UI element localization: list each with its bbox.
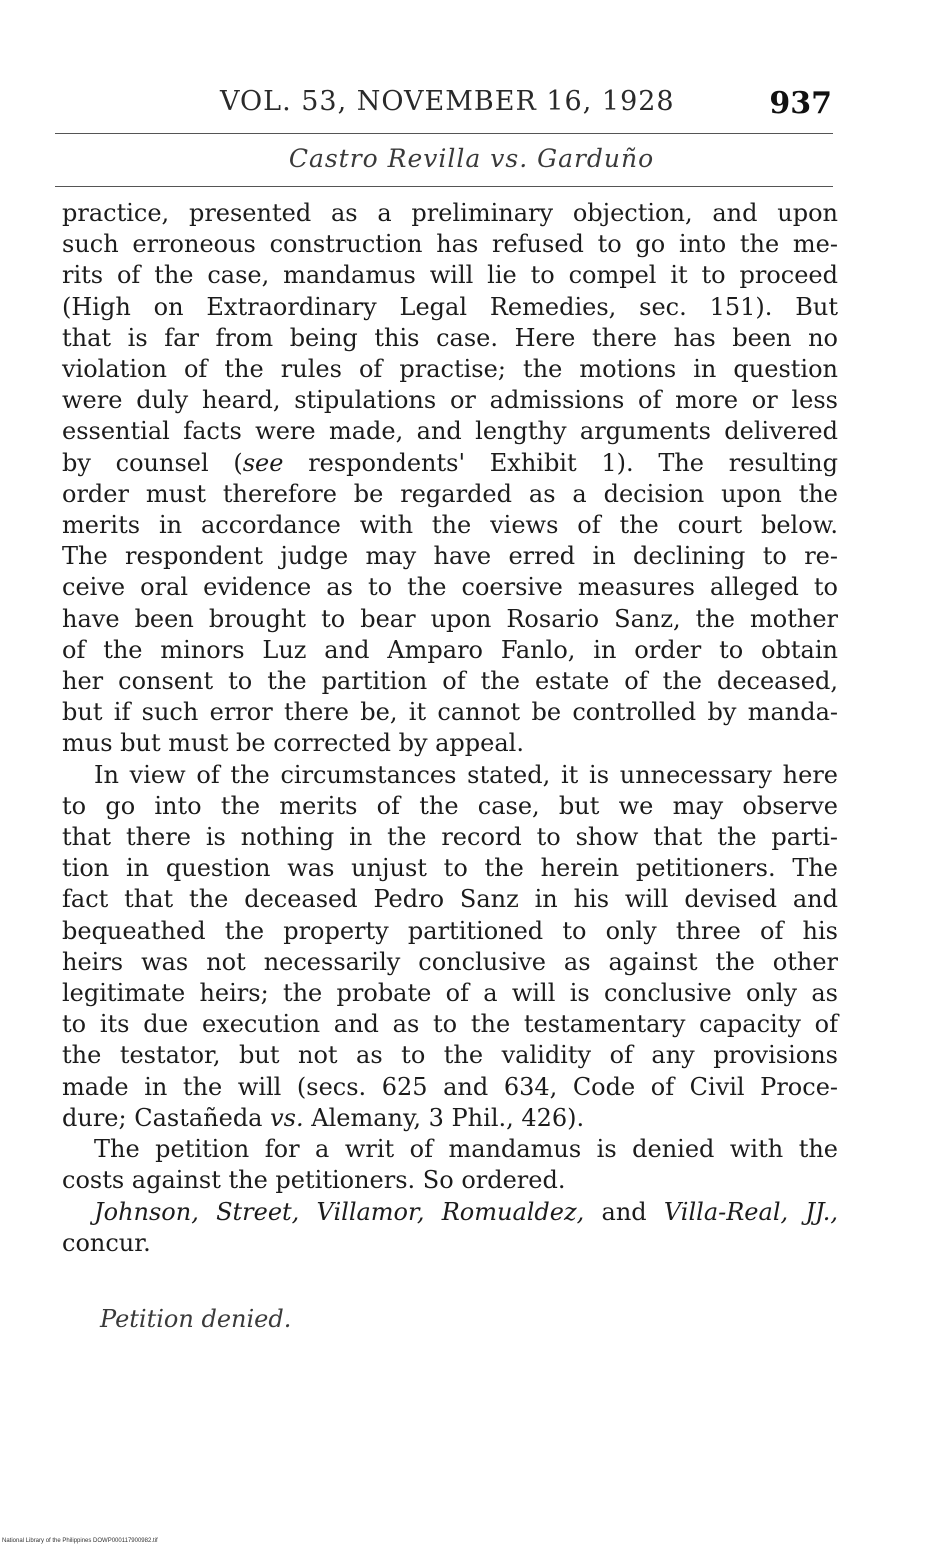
text-line: ceive oral evidence as to the coersive measures alleged to: [62, 573, 838, 602]
text-line: that is far from being this case. Here there has been no: [62, 323, 838, 352]
see-italic: see: [242, 448, 284, 477]
text-line: tion in question was unjust to the herein petitioners. The: [62, 854, 838, 883]
text-line: essential facts were made, and lengthy arguments delivered: [62, 417, 838, 446]
disposition: Petition denied.: [100, 1305, 292, 1333]
text-line: The petition for a writ of mandamus is denied with the: [94, 1135, 838, 1164]
text-line: that there is nothing in the record to show that the parti-: [62, 823, 838, 852]
text-line: fact that the deceased Pedro Sanz in his will devised and: [62, 885, 838, 914]
text-line: bequeathed the property partitioned to only three of his: [62, 916, 838, 945]
body-text: [62, 198, 838, 1259]
concurrence: [62, 1197, 838, 1259]
case-title: Castro Revilla vs. Garduño: [288, 144, 655, 173]
volume-date-line: VOL. 53, NOVEMBER 16, 1928: [220, 86, 675, 117]
text-fragment: Alemany, 3 Phil., 426).: [303, 1103, 585, 1132]
text-line: The respondent judge may have erred in declining to re-: [62, 542, 838, 571]
text-line: [62, 1197, 838, 1228]
paragraph-2: [62, 760, 838, 1134]
scan-credit: National Library of the Philippines DOWP000117900982.tif: [2, 1538, 158, 1544]
text-line: (High on Extraordinary Legal Remedies, sec. 151). But: [62, 292, 838, 321]
text-line: order must therefore be regarded as a decision upon the: [62, 479, 838, 508]
justices-names: Johnson, Street, Villamor, Romualdez,: [94, 1197, 585, 1226]
justices-last: Villa-Real, JJ.,: [663, 1197, 838, 1226]
header-rule-top: [55, 133, 833, 134]
text-line: were duly heard, stipulations or admissions of more or less: [62, 386, 838, 415]
running-head: [60, 86, 838, 126]
text-line: mus but must be corrected by appeal.: [62, 729, 524, 758]
text-line: the testator, but not as to the validity of any provisions: [62, 1041, 838, 1070]
text-fragment: dure; Castañeda: [62, 1103, 271, 1132]
text-line: heirs was not necessarily conclusive as against the other: [62, 947, 838, 976]
page-number: 937: [769, 86, 832, 121]
text-line: made in the will (secs. 625 and 634, Code of Civil Proce-: [62, 1072, 838, 1101]
text-line: legitimate heirs; the probate of a will is conclusive only as: [62, 979, 838, 1008]
text-line: [62, 1103, 838, 1134]
paragraph-3: [62, 1134, 838, 1196]
text-line: merits in accordance with the views of the court below.: [62, 511, 838, 540]
text-line: [62, 448, 838, 479]
text-fragment: respondents' Exhibit 1). The resulting: [283, 448, 838, 477]
text-line: to its due execution and as to the testamentary capacity of: [62, 1010, 838, 1039]
text-line: have been brought to bear upon Rosario Sanz, the mother: [62, 604, 838, 633]
text-line: her consent to the partition of the estate of the deceased,: [62, 667, 838, 696]
text-line: such erroneous construction has refused to go into the me-: [62, 230, 838, 259]
header-rule-bottom: [55, 186, 833, 187]
paragraph-1: [62, 198, 838, 760]
text-line: rits of the case, mandamus will lie to compel it to proceed: [62, 261, 838, 290]
vs-italic: vs.: [270, 1103, 304, 1132]
concur-word: concur.: [62, 1228, 151, 1257]
text-fragment: and: [584, 1197, 664, 1226]
text-line: to go into the merits of the case, but we may observe: [62, 791, 838, 820]
text-line: violation of the rules of practise; the motions in question: [62, 355, 838, 384]
text-line: of the minors Luz and Amparo Fanlo, in order to obtain: [62, 635, 838, 664]
text-line: costs against the petitioners. So ordered.: [62, 1166, 566, 1195]
text-line: practice, presented as a preliminary objection, and upon: [62, 199, 838, 227]
text-line: but if such error there be, it cannot be controlled by manda-: [62, 698, 838, 727]
text-fragment: by counsel (: [62, 448, 243, 477]
text-line: In view of the circumstances stated, it is unnecessary here: [94, 760, 838, 789]
